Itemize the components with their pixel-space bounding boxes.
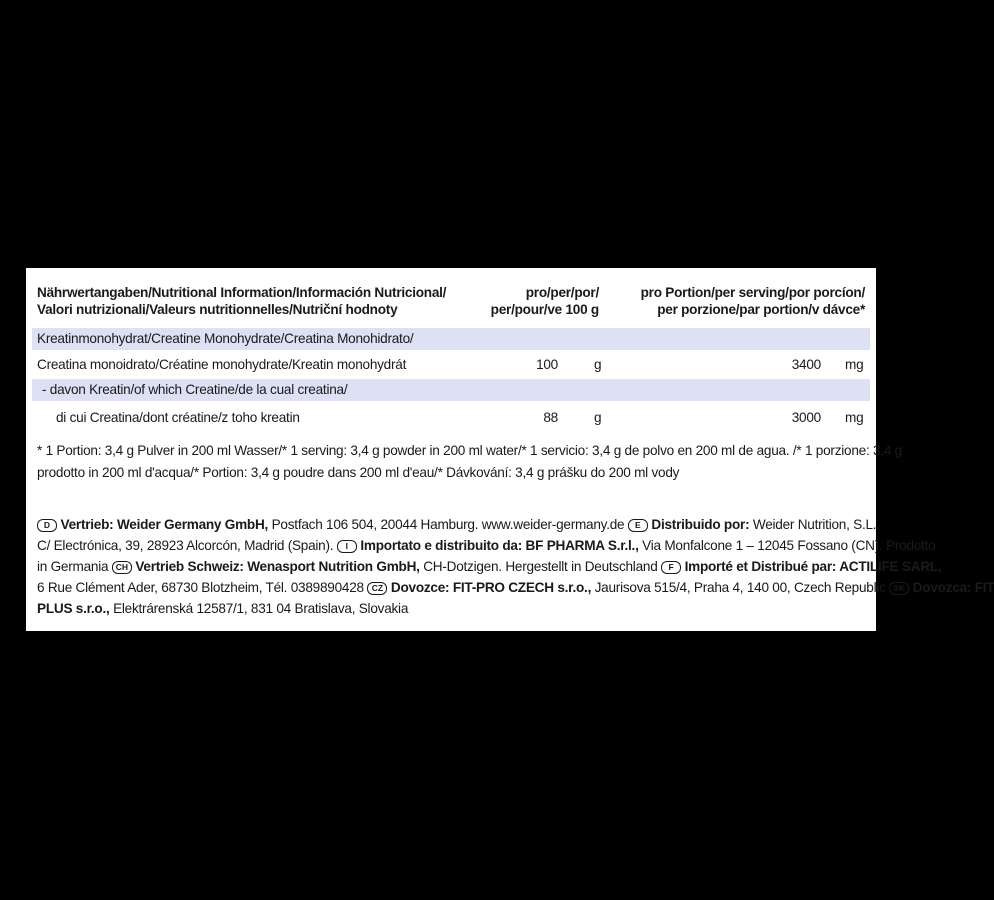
country-code-cz-badge: CZ: [367, 582, 387, 595]
distributor-text-sk: Elektrárenská 12587/1, 831 04 Bratislava, Slovakia: [109, 601, 409, 616]
distributor-line: [37, 598, 867, 619]
nutrition-table-title: [37, 284, 446, 318]
distributor-line: [37, 577, 994, 598]
distributor-info: [37, 514, 994, 619]
country-code-fr-badge: F: [661, 561, 681, 574]
per-serving-column-header: [641, 284, 865, 318]
unit-per-100g: g: [594, 410, 602, 425]
country-code-de-badge: D: [37, 519, 57, 532]
unit-per-serving: mg: [845, 410, 864, 425]
value-per-serving: 3400: [791, 357, 821, 372]
table-row: [32, 328, 870, 350]
distributor-text-it-2: in Germania: [37, 559, 112, 574]
table-row: [32, 407, 870, 429]
country-code-it-badge: I: [337, 540, 357, 553]
nutrition-table-header: [37, 284, 865, 322]
per-serving-line-1: pro Portion/per serving/por porcíon/: [640, 285, 865, 300]
row-label: - davon Kreatin/of which Creatine/de la cual creatina/: [42, 382, 348, 397]
unit-per-serving: mg: [845, 357, 864, 372]
unit-per-100g: g: [594, 357, 602, 372]
distributor-label-sk-1: Dovozca: FIT: [912, 580, 994, 595]
title-line-1: Nährwertangaben/Nutritional Information/Información Nutricional/: [37, 285, 447, 300]
distributor-line: [37, 535, 936, 556]
per-serving-line-2: per porzione/par portion/v dávce*: [657, 302, 865, 317]
distributor-text-de: Postfach 106 504, 20044 Hamburg. www.weider-germany.de: [268, 517, 628, 532]
distributor-label-sk-2: PLUS s.r.o.,: [37, 601, 110, 616]
row-label: di cui Creatina/dont créatine/z toho kreatin: [56, 410, 300, 425]
per-100g-line-2: per/pour/ve 100 g: [490, 302, 599, 317]
distributor-text-ch: CH-Dotzigen. Hergestellt in Deutschland: [419, 559, 662, 574]
country-code-sk-badge: SK: [889, 582, 909, 595]
distributor-label-de: Vertrieb: Weider Germany GmbH,: [60, 517, 269, 532]
distributor-text-it-1: Via Monfalcone 1 – 12045 Fossano (CN). Prodotto: [638, 538, 936, 553]
distributor-label-es: Distribuido por:: [651, 517, 750, 532]
distributor-label-fr: Importé et Distribué par: ACTILIFE SARL,: [684, 559, 942, 574]
value-per-serving: 3000: [791, 410, 821, 425]
distributor-label-ch: Vertrieb Schweiz: Wenasport Nutrition GmbH,: [135, 559, 420, 574]
per-100g-line-1: pro/per/por/: [525, 285, 599, 300]
footnote-line-2: prodotto in 200 ml d'acqua/* Portion: 3,4 g poudre dans 200 ml d'eau/* Dávkování: 3,4 g prášku do 200 ml vody: [37, 465, 680, 480]
country-code-ch-badge: CH: [112, 561, 132, 574]
distributor-label-it: Importato e distribuito da: BF PHARMA S.r.l.,: [360, 538, 639, 553]
distributor-text-fr: 6 Rue Clément Ader, 68730 Blotzheim, Tél. 0389890428: [37, 580, 368, 595]
value-per-100g: 88: [543, 410, 558, 425]
footnote-line-1: * 1 Portion: 3,4 g Pulver in 200 ml Wasser/* 1 serving: 3,4 g powder in 200 ml water/* 1 servicio: 3,4 g de polvo en 200 ml de agua. /* 1 porzione: 3,4 g: [37, 443, 902, 458]
distributor-line: [37, 556, 942, 577]
distributor-text-es-2: C/ Electrónica, 39, 28923 Alcorcón, Madrid (Spain).: [37, 538, 337, 553]
table-row: [32, 354, 870, 376]
per-100g-column-header: [491, 284, 599, 318]
value-per-100g: 100: [536, 357, 558, 372]
country-code-es-badge: E: [628, 519, 648, 532]
distributor-text-es-1: Weider Nutrition, S.L.,: [749, 517, 880, 532]
title-line-2: Valori nutrizionali/Valeurs nutritionnelles/Nutriční hodnoty: [37, 302, 398, 317]
distributor-line: [37, 514, 880, 535]
serving-footnote: [37, 440, 902, 484]
distributor-label-cz: Dovozce: FIT-PRO CZECH s.r.o.,: [390, 580, 592, 595]
row-label: Kreatinmonohydrat/Creatine Monohydrate/Creatina Monohidrato/: [37, 331, 414, 346]
row-label: Creatina monoidrato/Créatine monohydrate/Kreatin monohydrát: [37, 357, 407, 372]
distributor-text-cz: Jaurisova 515/4, Praha 4, 140 00, Czech Republic: [591, 580, 890, 595]
nutrition-label-panel: [26, 268, 994, 631]
table-row: [32, 379, 870, 401]
